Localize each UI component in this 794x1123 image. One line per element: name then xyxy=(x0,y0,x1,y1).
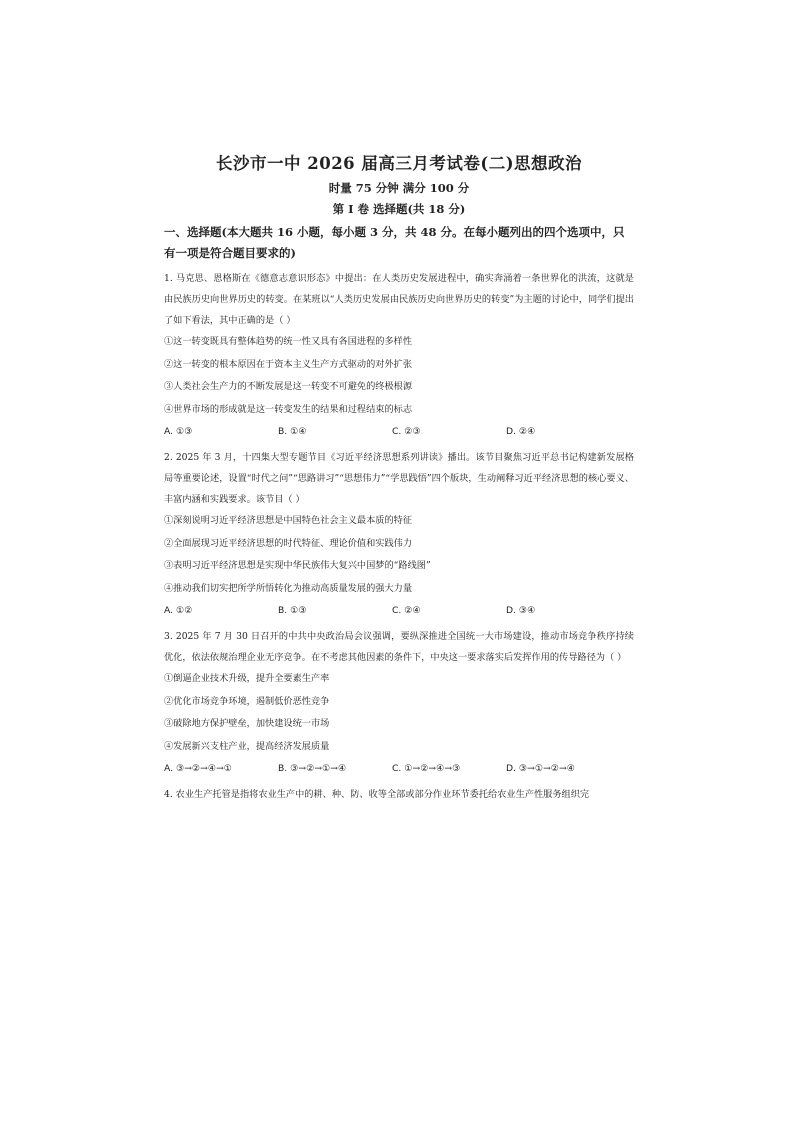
answer-options xyxy=(164,421,634,443)
option-a[interactable]: A. ①② xyxy=(164,605,193,616)
option-c[interactable]: C. ①→②→④→③ xyxy=(392,763,461,774)
statement-4: ④推动我们切实把所学所悟转化为推动高质量发展的强大力量 xyxy=(164,582,413,594)
option-a[interactable]: A. ③→②→④→① xyxy=(164,763,233,774)
option-d[interactable]: D. ③④ xyxy=(506,605,536,616)
option-c[interactable]: C. ②③ xyxy=(392,426,421,437)
option-b[interactable]: B. ①④ xyxy=(278,426,307,437)
statement-1: ①深刻说明习近平经济思想是中国特色社会主义最本质的特征 xyxy=(164,515,413,526)
statement-1: ①倒逼企业技术升级，提升全要素生产率 xyxy=(164,673,330,684)
question-1 xyxy=(164,268,634,443)
option-d[interactable]: D. ③→①→②→④ xyxy=(506,763,575,774)
statement-2: ②全面展现习近平经济思想的时代特征、理论价值和实践伟力 xyxy=(164,537,413,549)
statement-3: ③表明习近平经济思想是实现中华民族伟大复兴中国梦的“路线图” xyxy=(164,560,431,571)
statement-3: ③破除地方保护壁垒，加快建设统一市场 xyxy=(164,718,330,729)
question-stem: 4. 农业生产托管是指将农业生产中的耕、种、防、收等全部或部分作业环节委托给农业生产性服务组织完 xyxy=(164,789,590,800)
statement-1: ①这一转变既具有整体趋势的统一性又具有各国进程的多样性 xyxy=(164,336,413,347)
option-b[interactable]: B. ③→②→①→④ xyxy=(278,763,347,774)
exam-title: 长沙市一中 2026 届高三月考试卷(二)思想政治 xyxy=(215,154,583,173)
exam-paper xyxy=(164,150,634,805)
option-d[interactable]: D. ②④ xyxy=(506,426,536,437)
question-3 xyxy=(164,626,634,780)
statement-2: ②这一转变的根本原因在于资本主义生产方式驱动的对外扩张 xyxy=(164,358,413,370)
part-heading: 第 I 卷 选择题(共 18 分) xyxy=(332,202,466,216)
answer-options xyxy=(164,758,634,780)
option-c[interactable]: C. ②④ xyxy=(392,605,421,616)
option-b[interactable]: B. ①③ xyxy=(278,605,307,616)
question-stem: 1. 马克思、恩格斯在《德意志意识形态》中提出：在人类历史发展进程中，确实奔涌着一条世界化的洪流，这就是由民族历史向世界历史的转变。在某班以“人类历史发展由民族历史向世界历史的转变”为主题的讨论中，同学们提出了如下看法，其中正确的是（ ） xyxy=(164,273,634,326)
time-and-score: 时量 75 分钟 满分 100 分 xyxy=(328,181,470,195)
statement-4: ④发展新兴支柱产业，提高经济发展质量 xyxy=(164,740,330,752)
question-stem: 2. 2025 年 3 月，十四集大型专题节目《习近平经济思想系列讲读》播出。该节目聚焦习近平总书记构建新发展格局等重要论述，设置“时代之问”“思路讲习”“思想伟力”“学思践悟”四个版块，生动阐释习近平经济思想的核心要义、丰富内涵和实践要求。该节目（ ） xyxy=(164,452,634,505)
question-4 xyxy=(164,784,634,805)
question-stem: 3. 2025 年 7 月 30 日召开的中共中央政治局会议强调，要纵深推进全国统一大市场建设，推动市场竞争秩序持续优化，依法依规治理企业无序竞争。在不考虑其他因素的条件下，中央这一要求落实后发挥作用的传导路径为（ ） xyxy=(164,631,634,663)
question-2 xyxy=(164,447,634,622)
answer-options xyxy=(164,600,634,622)
section-heading: 一、选择题(本大题共 16 小题，每小题 3 分，共 48 分。在每小题列出的四个选项中，只有一项是符合题目要求的) xyxy=(164,225,625,260)
statement-3: ③人类社会生产力的不断发展是这一转变不可避免的终极根源 xyxy=(164,381,413,392)
statement-4: ④世界市场的形成就是这一转变发生的结果和过程结束的标志 xyxy=(164,403,413,415)
statement-2: ②优化市场竞争环境，遏制低价恶性竞争 xyxy=(164,695,330,707)
option-a[interactable]: A. ①③ xyxy=(164,426,193,437)
